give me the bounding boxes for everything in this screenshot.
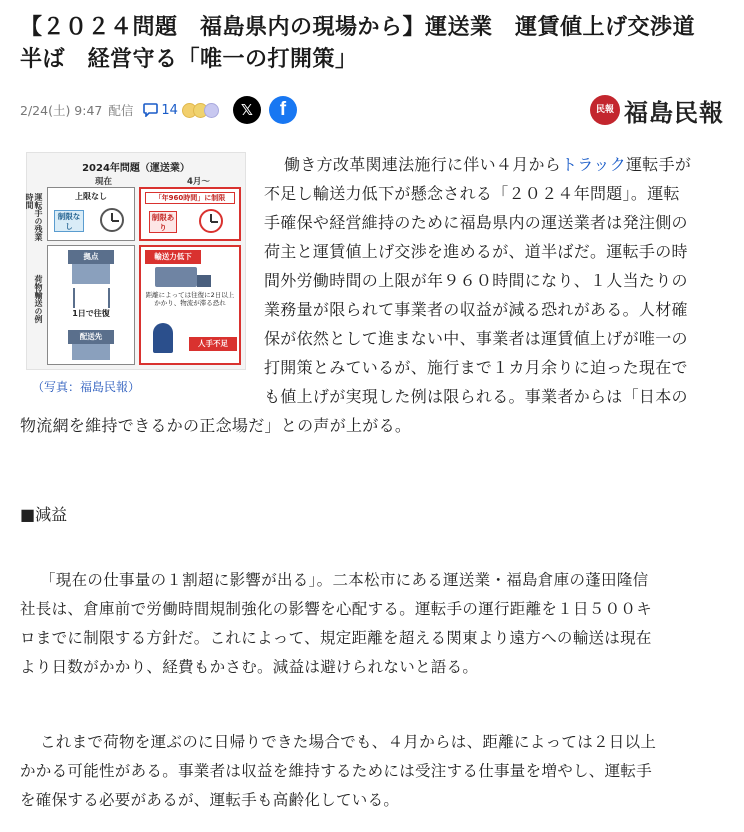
label-destination: 配送先 [68,330,114,344]
paragraph-3-line-3: を確保する必要があるが、運転手も高齢化している。 [20,791,400,809]
article-headline [20,12,724,76]
paragraph-2-line-3: ロまでに制限する方針だ。これによって、規定距離を超える関東より遠方への輸送は現在 [20,629,652,647]
text-run: 働き方改革関連法施行に伴い４月から [284,155,562,174]
share-x-button[interactable] [233,96,261,124]
label-capacity-drop: 輸送力低下 [145,250,201,264]
paragraph-1-line-5: 間外労働時間の上限が年９６０時間になり、１人当たりの [264,271,688,290]
paragraph-1-line-1 [284,150,691,179]
figure-side-bottom: 荷物輸送の例 [34,275,43,323]
reaction-faces[interactable] [182,103,215,118]
paragraph-1-line-4: 荷主と運賃値上げ交渉を進めるが、道半ばだ。運転手の時 [264,242,688,261]
publish-datetime: 2/24(土) 9:47 [20,103,103,118]
paragraph-2-line-2: 社長は、倉庫前で労働時間規制強化の影響を心配する。運転手の運行距離を１日５００キ [20,600,653,618]
truck-keyword-link[interactable]: トラック [561,155,626,174]
paragraph-1-line-2: 不足し輸送力低下が懸念される「２０２４年問題」。運転 [264,184,680,203]
figure-title: 2024年問題（運送業） [82,163,190,174]
headline-line-1: 【２０２４問題 福島県内の現場から】運送業 運賃値上げ交渉道 [20,15,696,40]
label-distance-note: 距離によっては往復に2日以上かかり、物流が滞る恐れ [145,291,235,307]
text-run: 運転手が [626,155,692,174]
figure-col-april: 4月〜 [187,177,210,187]
facebook-logo-icon: f [279,99,287,120]
share-facebook-button[interactable] [269,96,297,124]
comment-count: 14 [161,102,178,118]
sad-face-icon [204,103,219,118]
figure-caption: （写真：福島民報） [32,380,141,394]
truck-icon [155,267,197,287]
arrow-down-icon [73,288,75,308]
label-roundtrip: 1日で往復 [72,309,110,318]
arrow-up-icon [108,288,110,308]
paragraph-1-line-9: も値上げが実現した例は限られる。事業者からは「日本の [264,387,688,406]
warehouse-icon [72,264,110,284]
paragraph-1-line-6: 業務量が限られて事業者の収益が減る恐れがある。人材確 [264,300,688,319]
label-base: 拠点 [68,250,114,264]
paragraph-2-line-4: より日数がかかり、経費もかさむ。減益は避けられないと語る。 [20,658,479,676]
truck-cab-icon [197,275,211,287]
publisher-seal-icon: 民報 [590,95,620,125]
tag-limited: 制限あり [149,211,177,233]
clock-icon [100,208,124,232]
label-limit-960: 「年960時間」に制限 [145,192,235,204]
publisher-name: 福島民報 [624,98,724,127]
comments-link[interactable] [143,103,178,118]
figure-box-now-hours [47,187,135,241]
delivered-label: 配信 [108,103,134,118]
figure-box-now-transport [47,245,135,365]
headline-line-2: 半ば 経営守る「唯一の打開策」 [20,47,358,72]
label-limit-none: 上限なし [75,192,107,201]
article-meta [20,96,724,127]
paragraph-3-line-2: かかる可能性がある。事業者は収益を維持するためには受注する仕事量を増やし、運転手 [20,762,653,780]
section-heading: ■減益 [20,505,68,524]
publisher-logo[interactable] [590,93,724,128]
tag-no-limit: 制限なし [54,210,84,232]
paragraph-1-line-7: 保が依然として進まない中、事業者は運賃値上げが唯一の [264,329,688,348]
article-figure[interactable] [26,152,246,370]
x-logo-icon: 𝕏 [240,101,253,119]
paragraph-1-line-10: 物流網を維持できるかの正念場だ」との声が上がる。 [20,416,412,435]
paragraph-1-line-3: 手確保や経営維持のために福島県内の運送業者は発注側の [264,213,688,232]
label-shortage: 人手不足 [189,337,237,351]
paragraph-3-line-1: これまで荷物を運ぶのに日帰りできた場合でも、４月からは、距離によっては２日以上 [40,733,657,751]
running-person-icon [153,323,173,353]
paragraph-1-line-8: 打開策とみているが、施行まで１カ月余りに迫った現在で [264,358,688,377]
figure-box-april-transport [139,245,241,365]
figure-col-now: 現在 [95,177,113,187]
clock-icon [199,209,223,233]
speech-bubble-icon [143,103,158,117]
figure-box-april-hours [139,187,241,241]
figure-side-top: 運転手の残業時間 [25,193,43,241]
store-icon [72,344,110,360]
paragraph-2-line-1: 「現在の仕事量の１割超に影響が出る」。二本松市にある運送業・福島倉庫の蓬田隆信 [40,571,649,589]
